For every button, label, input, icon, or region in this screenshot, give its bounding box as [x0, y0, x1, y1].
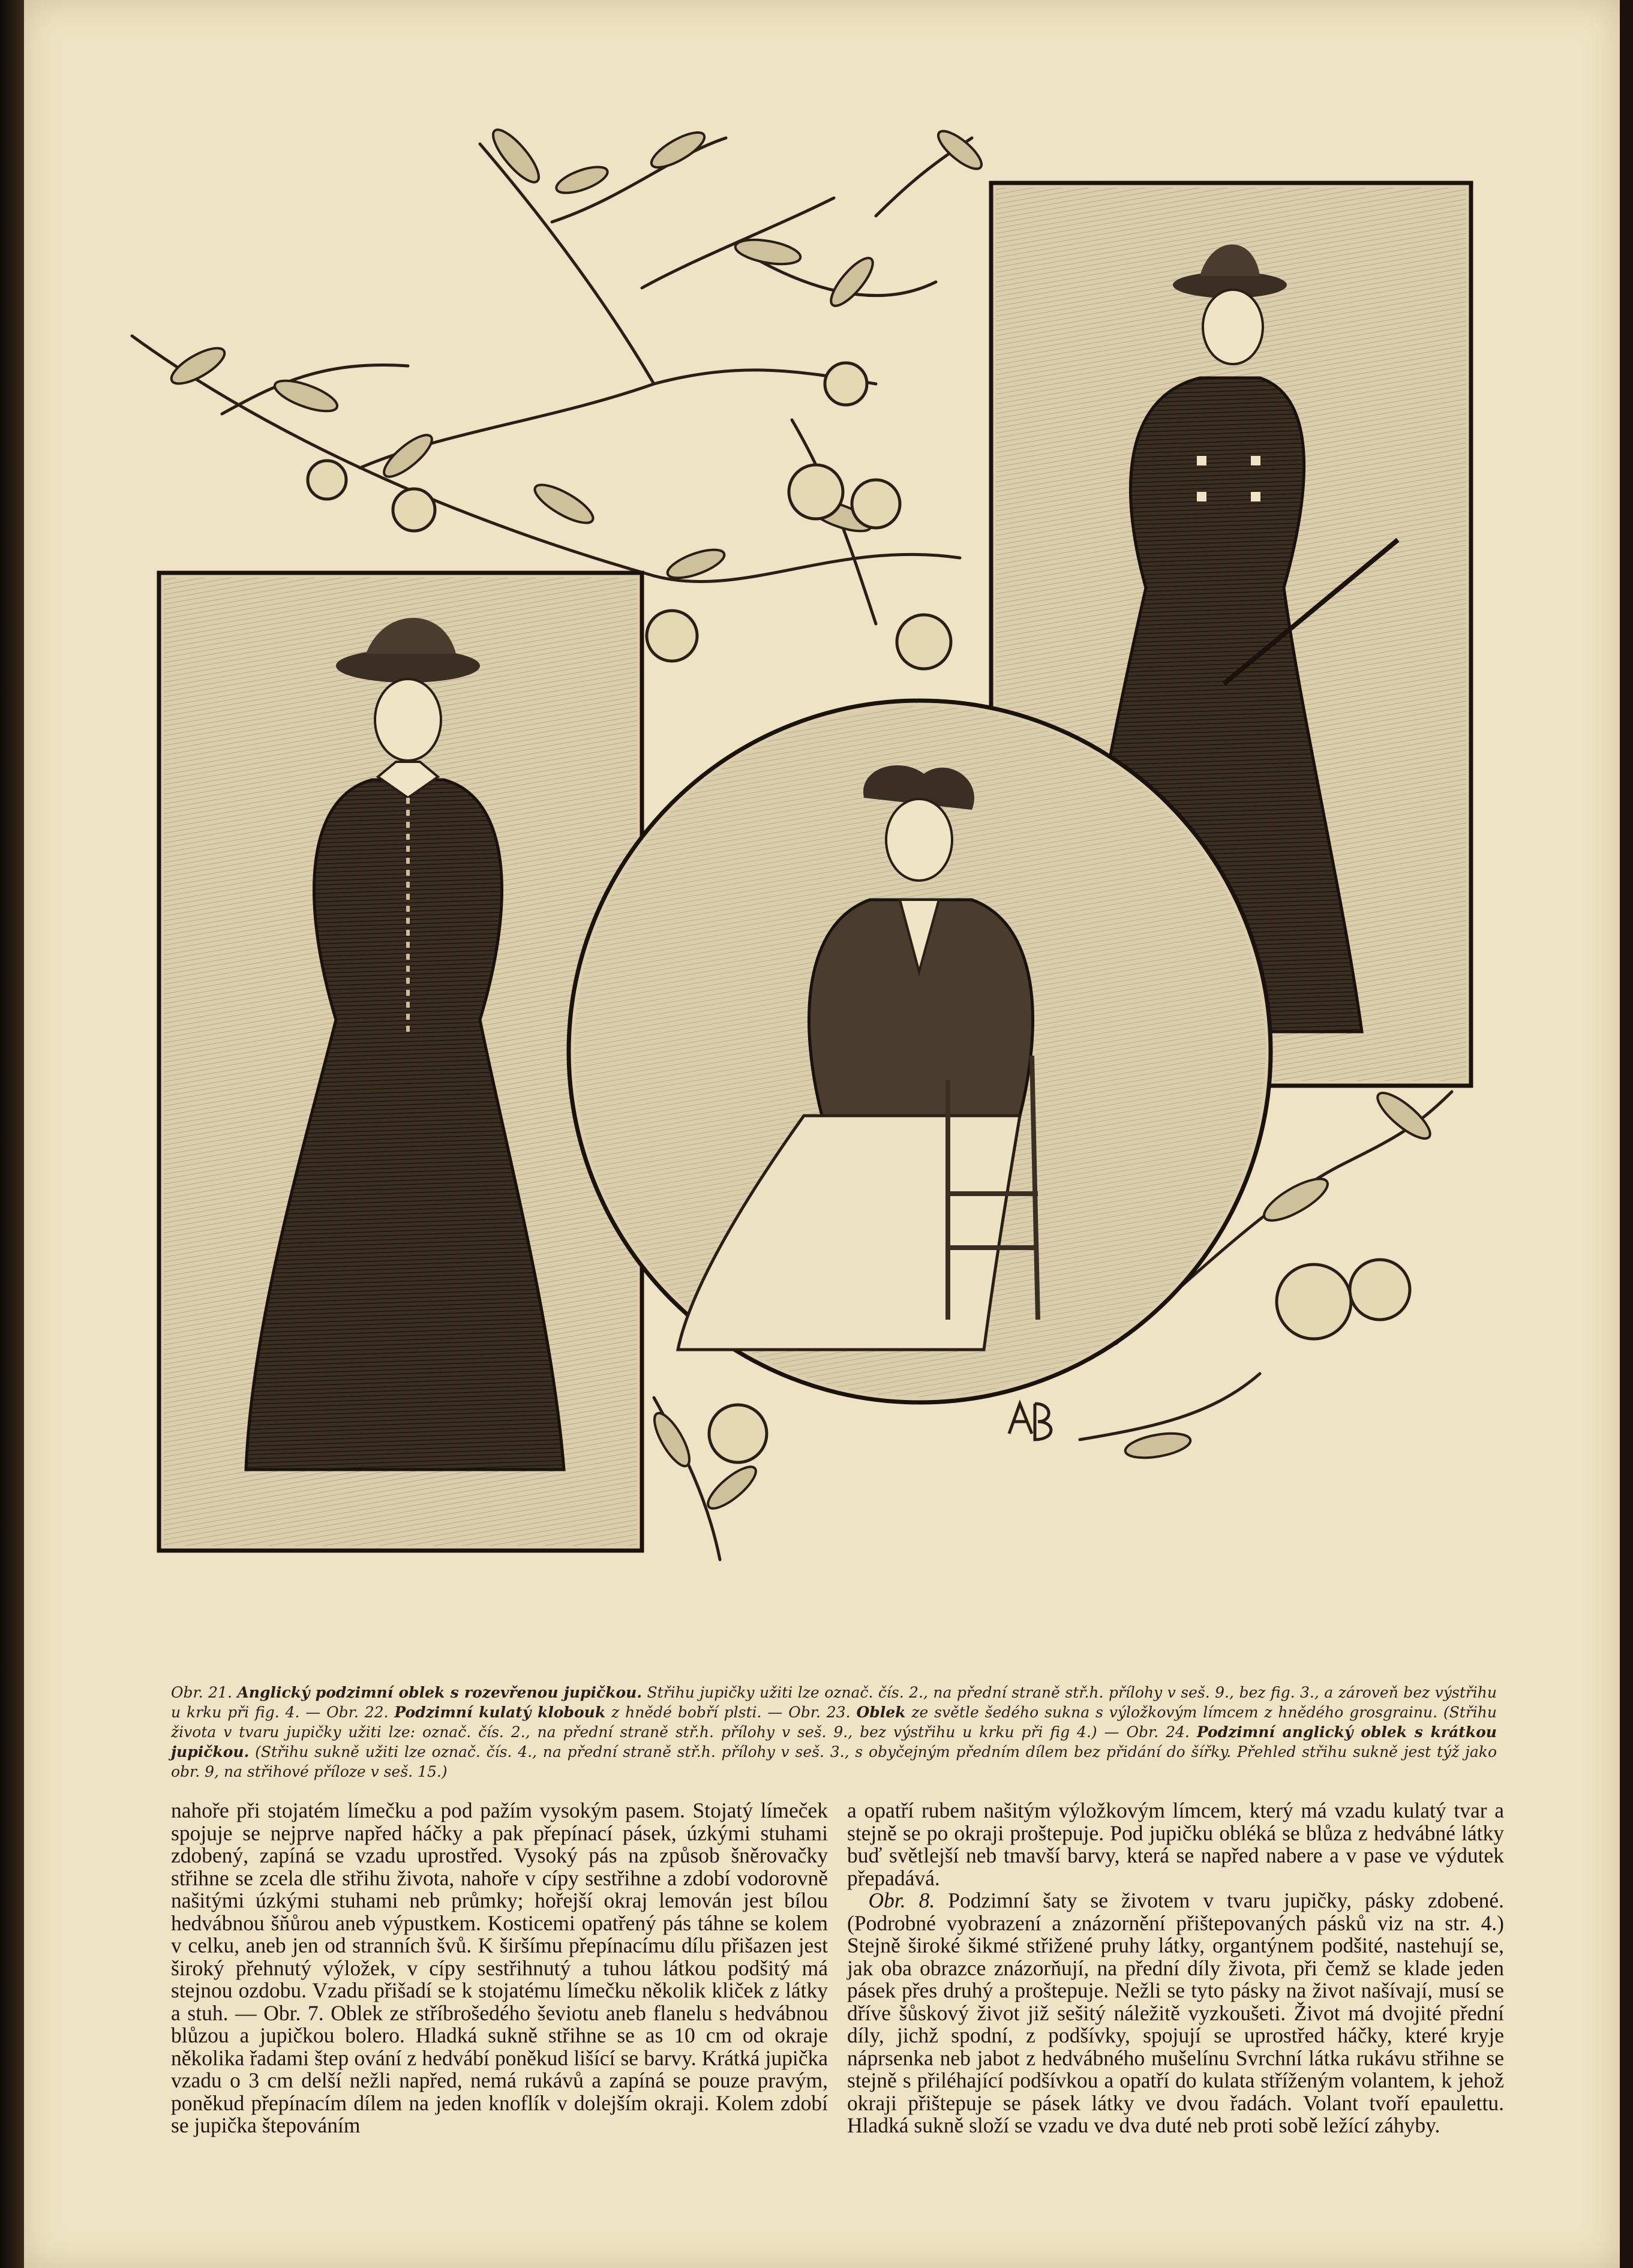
fashion-illustration — [24, 0, 1620, 1668]
caption-fig-22-label: Obr. 22. — [326, 1704, 389, 1721]
magazine-page — [24, 0, 1620, 2268]
body-column-right — [847, 1800, 1504, 2137]
caption-fig-22-title: Podzimní kulatý klobouk — [394, 1704, 606, 1721]
artist-monogram — [1009, 1404, 1051, 1440]
figure-caption — [171, 1683, 1497, 1782]
figure-medallion-center — [569, 701, 1271, 1402]
caption-fig-24-label: Obr. 24. — [1126, 1723, 1190, 1741]
paragraph-obr-8-text: Podzimní šaty se životem v tvaru jupičky, pásky zdobené. (Podrobné vyobrazení a znázornění přištepovaných pásků viz na str. 4.) Stejně široké šikmé střižené pruhy látky, organtýnem podšité, nastehují se, jak oba obrazce znázorňují, na přední díly života, při čemž se klade jeden pásek přes druhý a proštepuje. Nežli se tyto pásky na život našívají, musí se dříve šůskový život již sešitý náležitě vyzkoušeti. Život má dvojité přední díly, jichž spodní, z podšívky, spojují se uprostřed háčky, které kryje náprsenka neb jabot z hedvábného mušelínu Svrchní látka rukávu střihne se stejně s přiléhající podšívkou a opatří do kulata stříženým volantem, k jehož okraji přištepuje se pásek látky ve dvou řadách. Volant tvoří epaulettu. Hladká sukně složí se vzadu ve dva duté neb proti sobě ležící záhyby. — [847, 1888, 1504, 2137]
caption-fig-21-title: Anglický podzimní oblek s rozevřenou jupičkou. — [237, 1684, 643, 1701]
binding-edge — [0, 0, 24, 2268]
caption-fig-21-label: Obr. 21. — [171, 1684, 232, 1701]
caption-fig-23-text: ze světle šedého sukna s výložkovým límcem z hnědého grosgrainu. (Střihu života v tvaru jupičky užiti lze: označ. čís. 2., na přední straně stř.h. přílohy v seš. 9., bez výstřihu u krku při fig 4.) — — [171, 1704, 1497, 1741]
caption-fig-22-text: z hnědé bobří plsti. — — [611, 1704, 783, 1721]
caption-fig-24-title: Podzimní anglický oblek s krátkou jupičkou. — [171, 1723, 1497, 1761]
caption-fig-23-label: Obr. 23. — [788, 1704, 851, 1721]
body-column-left: nahoře při stojatém límečku a pod pažím vysokým pasem. Stojatý límeček spojuje se nejprve napřed háčky a pak přepínací pásek, úzkými stuhami zdobený, zapíná se vzadu uprostřed. Vysoký pás na způsob šněrovačky střihne se zcela dle střihu života, nahoře v cípy sestřihne a zdobí vodorovně našitými úzkými stuhami neb průmky; hořejší okraj lemován jest bílou hedvábnou šňůrou aneb výpustkem. Kosticemi opatřený pás táhne se kolem v celku, aneb jen od stranních švů. K širšímu přepínacímu dílu přišazen jest široký přehnutý výložek, v cípy sestřihnutý a tuhou látkou podšitý má stejnou ozdobu. Vzadu přišadí se k stojatému límečku několik kliček z látky a stuh. — Obr. 7. Oblek ze stříbrošedého ševiotu aneb flanelu s hedvábnou blůzou a jupičkou bolero. Hladká sukně střihne se as 10 cm od okraje několika řadami štep ování z hedvábí poněkud lišící se barvy. Krátká jupička vzadu o 3 cm delší nežli napřed, nemá rukávů a zapíná se pouze pravým, poněkud přepínacím dílem na jeden knoflík v dolejším okraji. Kolem zdobí se jupička štepováním — [171, 1798, 828, 2137]
paragraph-obr-7-end: a opatří rubem našitým výložkovým límcem, který má vzadu kulatý tvar a stejně se po okraji proštepuje. Pod jupičku obléká se blůza z hedvábné látky buď světlejší neb tmavší barvy, která se napřed nabere a v pase ve výdutek přepadává. — [847, 1798, 1504, 1890]
caption-fig-23-title: Oblek — [856, 1704, 906, 1721]
caption-fig-24-text: (Střihu sukně užiti lze označ. čís. 4., na přední straně stř.h. přílohy v seš. 3., s obyčejným předním dílem bez přidání do šířky. Přehled střihu sukně jest týž jako obr. 9, na střihové příloze v seš. 15.) — [171, 1743, 1497, 1780]
paragraph-obr-8-label: Obr. 8. — [868, 1888, 935, 1912]
caption-fig-21-text: Střihu jupičky užiti lze označ. čís. 2., na přední straně stř.h. přílohy v seš. 9., bez fig. 3., a zároveň bez výstřihu u krku při fig. 4. — — [171, 1684, 1497, 1721]
